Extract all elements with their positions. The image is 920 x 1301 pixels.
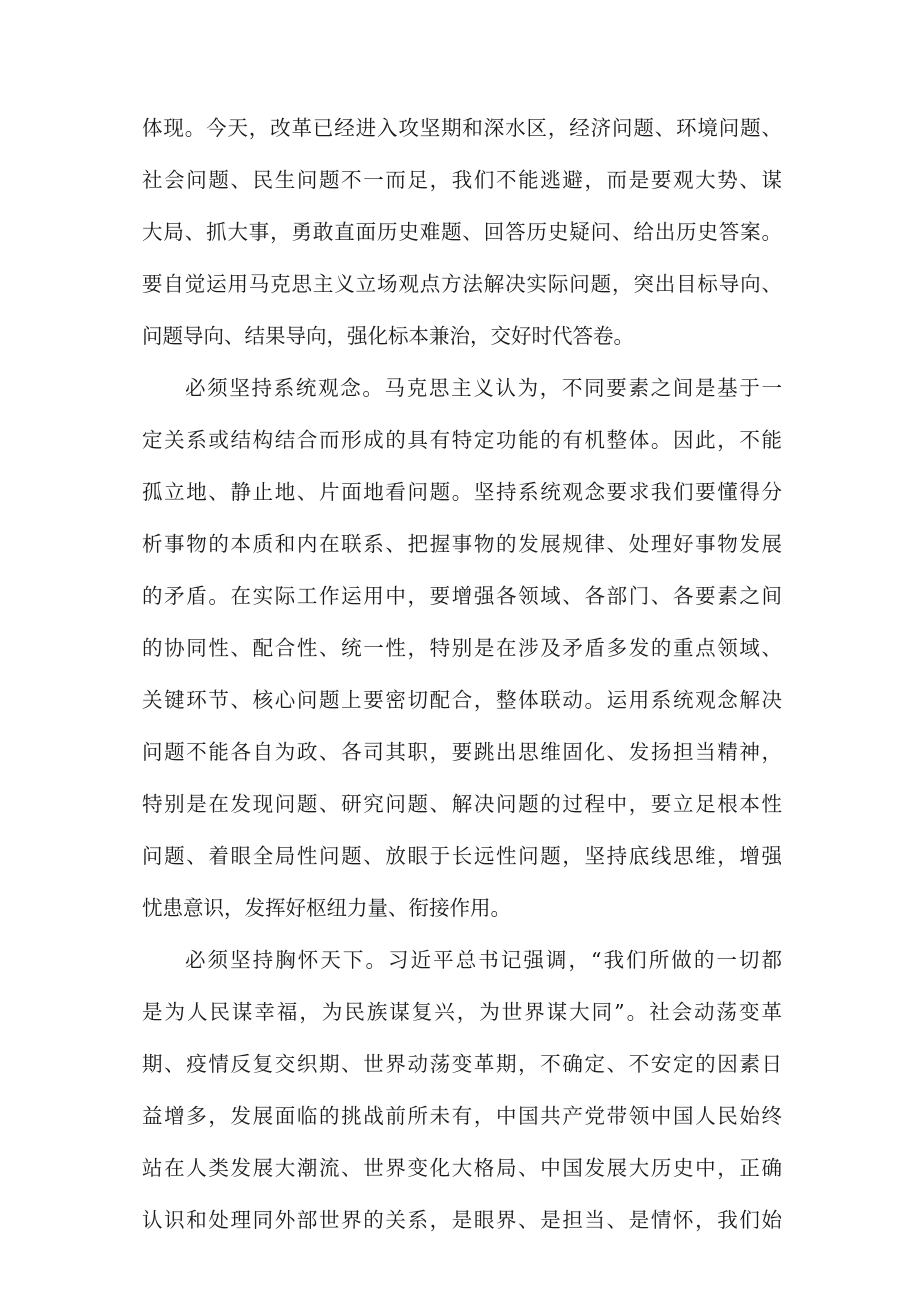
text-line: 是为人民谋幸福，为民族谋复兴，为世界谋大同”。社会动荡变革 <box>142 1000 782 1024</box>
text-line: 期、疫情反复交织期、世界动荡变革期，不确定、不安定的因素日 <box>142 1052 782 1076</box>
text-line: 站在人类发展大潮流、世界变化大格局、中国发展大历史中，正确 <box>142 1156 782 1180</box>
text-line: 益增多，发展面临的挑战前所未有，中国共产党带领中国人民始终 <box>142 1104 782 1128</box>
text-line: 问题、着眼全局性问题、放眼于长远性问题，坚持底线思维，增强 <box>142 844 782 868</box>
text-line: 特别是在发现问题、研究问题、解决问题的过程中，要立足根本性 <box>142 792 782 816</box>
text-line: 问题不能各自为政、各司其职，要跳出思维固化、发扬担当精神， <box>142 740 782 764</box>
text-line: 的协同性、配合性、统一性，特别是在涉及矛盾多发的重点领域、 <box>142 636 782 660</box>
text-line: 定关系或结构结合而形成的具有特定功能的有机整体。因此，不能 <box>142 428 782 452</box>
text-line: 忧患意识，发挥好枢纽力量、衔接作用。 <box>142 896 511 920</box>
text-line: 社会问题、民生问题不一而足，我们不能逃避，而是要观大势、谋 <box>142 168 782 192</box>
text-line: 大局、抓大事，勇敢直面历史难题、回答历史疑问、给出历史答案。 <box>142 220 782 244</box>
text-line: 要自觉运用马克思主义立场观点方法解决实际问题，突出目标导向、 <box>142 272 782 296</box>
paragraph-first-line: 必须坚持系统观念。马克思主义认为，不同要素之间是基于一 <box>185 376 782 400</box>
text-line: 的矛盾。在实际工作运用中，要增强各领域、各部门、各要素之间 <box>142 584 782 608</box>
text-line: 认识和处理同外部世界的关系，是眼界、是担当、是情怀，我们始 <box>142 1208 782 1232</box>
text-line: 问题导向、结果导向，强化标本兼治，交好时代答卷。 <box>142 324 634 348</box>
text-line: 析事物的本质和内在联系、把握事物的发展规律、处理好事物发展 <box>142 532 782 556</box>
text-line: 体现。今天，改革已经进入攻坚期和深水区，经济问题、环境问题、 <box>142 116 782 140</box>
text-line: 关键环节、核心问题上要密切配合，整体联动。运用系统观念解决 <box>142 688 782 712</box>
paragraph-first-line: 必须坚持胸怀天下。习近平总书记强调，“我们所做的一切都 <box>185 948 782 972</box>
text-line: 孤立地、静止地、片面地看问题。坚持系统观念要求我们要懂得分 <box>142 480 782 504</box>
